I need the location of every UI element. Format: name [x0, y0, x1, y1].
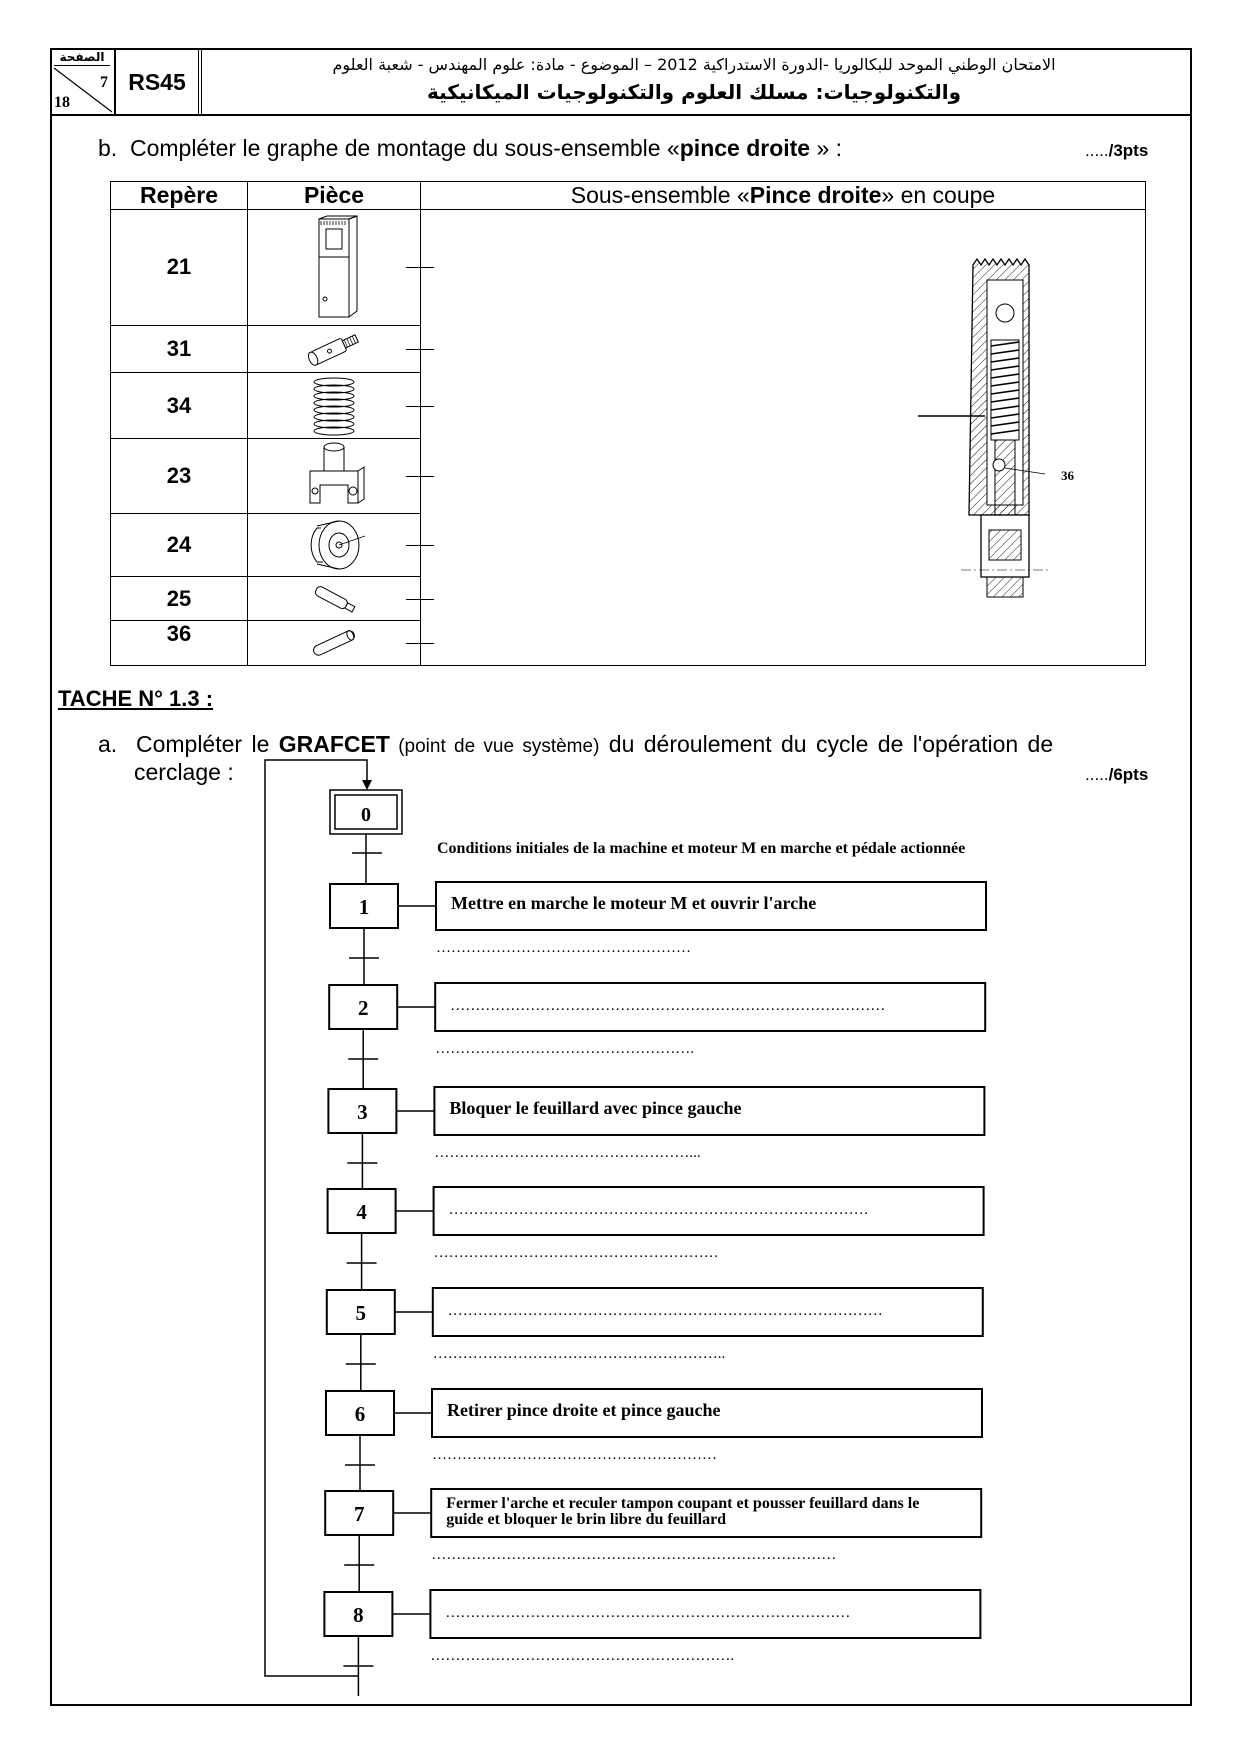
step-number: 6: [354, 1402, 366, 1426]
task-line1-bold: GRAFCET: [278, 731, 390, 757]
task-line1-after: du déroulement du cycle de l'opération de: [599, 731, 1054, 757]
task-points-dots: .....: [1085, 765, 1109, 784]
transition-condition: ……………………………………………: [436, 940, 691, 956]
task-line1-mid: (point de vue système): [389, 736, 600, 757]
header-repere: Repère: [111, 182, 248, 210]
action-text-line2: guide et bloquer le brin libre du feuillard: [446, 1511, 727, 1528]
task-line1-before: Compléter le: [135, 731, 279, 757]
transition-condition: ……………………………………………...: [434, 1145, 701, 1161]
part-b-text-bold: pince droite: [679, 135, 811, 161]
rep-cell: 36: [111, 621, 248, 666]
rep-cell: 34: [111, 373, 248, 439]
part-b-prefix: b.: [98, 135, 118, 161]
action-text: ………………………………………………………………………: [445, 1605, 851, 1621]
part-b-text-before: Compléter le graphe de montage du sous-ensemble «: [129, 135, 680, 161]
rep-cell: 31: [111, 325, 248, 373]
exam-title-line1: الامتحان الوطني الموحد للبكالوريا -الدورة الاستدراكية 2012 – الموضوع - مادة: علوم المهندس - شعبة العلوم: [332, 55, 1056, 74]
action-text: Mettre en marche le moteur M et ouvrir l'arche: [451, 893, 817, 913]
part-b-text-after: » :: [810, 135, 843, 161]
rep-cell: 23: [111, 439, 248, 514]
task-points-value: /6pts: [1108, 765, 1149, 784]
step-number: 2: [357, 996, 369, 1020]
action-text: ……………………………………………………………………………: [447, 1303, 883, 1319]
step-number: 3: [357, 1100, 368, 1124]
exam-title-line2: والتكنولوجيات: مسلك العلوم والتكنولوجيات الميكانيكية: [426, 80, 962, 104]
step-number: 5: [355, 1301, 367, 1325]
task-title: TACHE N° 1.3 :: [58, 686, 214, 711]
initial-step-number: 0: [361, 804, 371, 826]
step-number: 7: [353, 1502, 365, 1526]
task-prefix: a.: [98, 731, 118, 757]
rep-cell: 21: [111, 210, 248, 326]
transition-condition: …………………………………………………: [432, 1447, 717, 1463]
rep-cell: 24: [111, 513, 248, 576]
step-number: 8: [353, 1603, 364, 1627]
action-text-line1: Fermer l'arche et reculer tampon coupant et pousser feuillard dans le: [446, 1495, 920, 1512]
part-b-points-dots: .....: [1085, 141, 1109, 160]
page-label: الصفحة: [54, 50, 110, 66]
cut-header-before: Sous-ensemble «: [570, 182, 750, 208]
transition-condition: …………………………………………………….: [430, 1648, 735, 1664]
page-number: 7: [100, 74, 108, 91]
header-piece: Pièce: [248, 182, 421, 210]
action-text: Retirer pince droite et pince gauche: [447, 1400, 721, 1420]
task-instruction-line2: cerclage :: [134, 759, 234, 785]
cut-label-36: 36: [1061, 468, 1074, 483]
subject-code: RS45: [116, 50, 202, 114]
transition-condition: ………………………………………………………………………: [431, 1547, 837, 1563]
initial-condition: Conditions initiales de la machine et moteur M en marche et pédale actionnée: [437, 840, 966, 857]
action-text: Bloquer le feuillard avec pince gauche: [449, 1098, 742, 1118]
step-number: 4: [356, 1200, 367, 1224]
part-b-points-value: /3pts: [1108, 141, 1149, 160]
transition-condition: …………………………………………….: [435, 1041, 694, 1057]
cut-header-after: » en coupe: [881, 182, 996, 208]
step-number: 1: [358, 895, 370, 919]
action-text: …………………………………………………………………………: [448, 1202, 869, 1218]
rep-cell: 25: [111, 576, 248, 621]
loop-arrow: [362, 780, 372, 790]
action-text: ……………………………………………………………………………: [450, 998, 886, 1014]
cut-header-bold: Pince droite: [749, 182, 882, 208]
transition-condition: …………………………………………………: [433, 1245, 719, 1261]
page-total: 18: [54, 94, 70, 111]
transition-condition: …………………………………………………..: [432, 1346, 726, 1362]
